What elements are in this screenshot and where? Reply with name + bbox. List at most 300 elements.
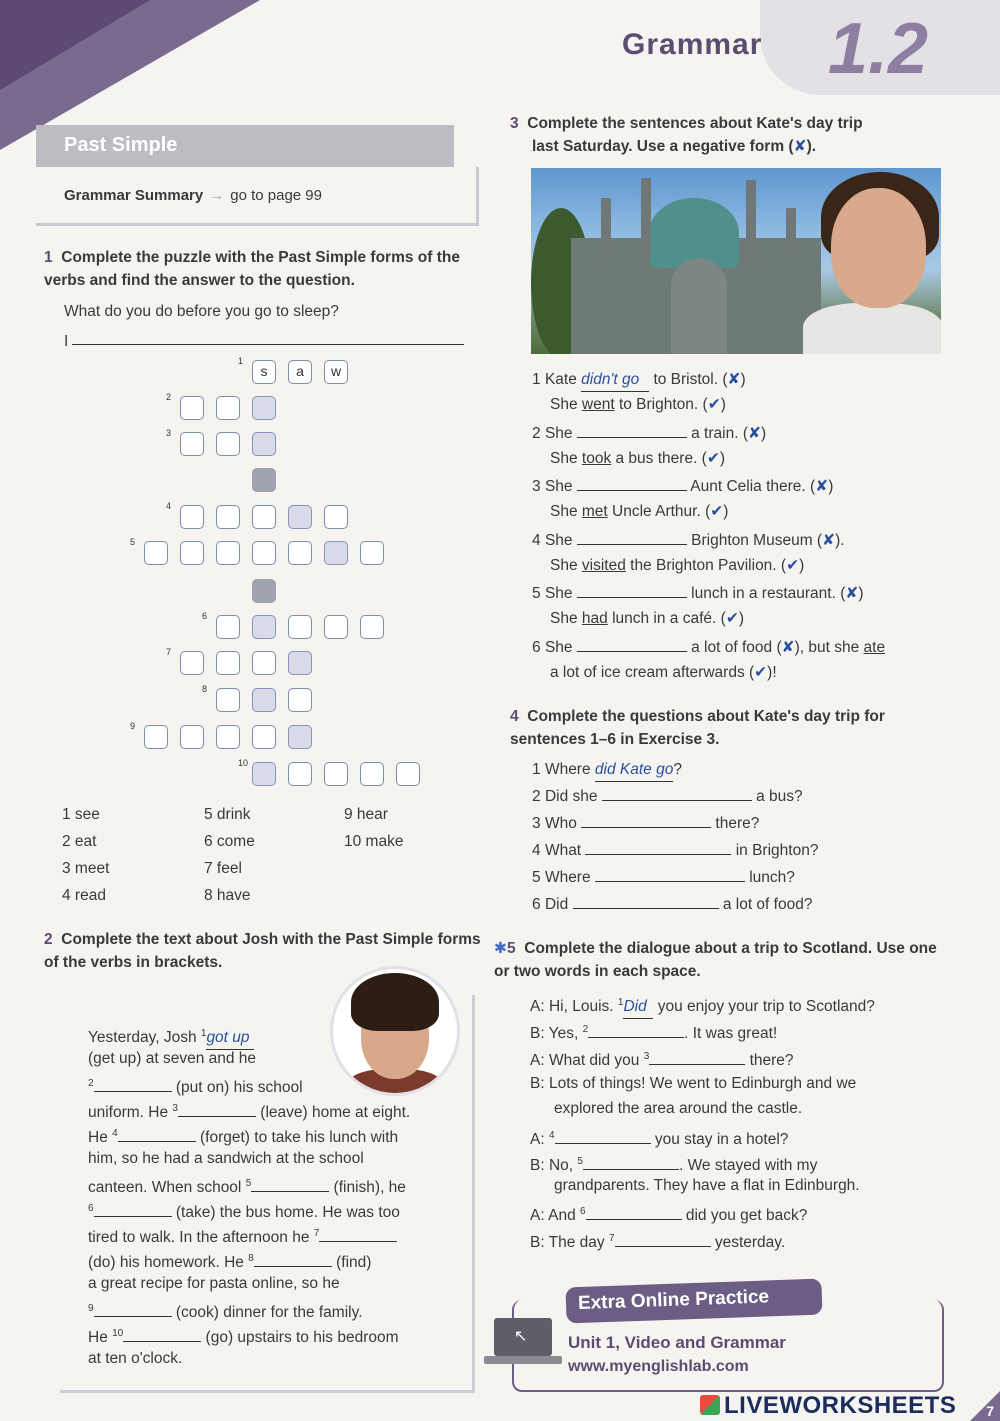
ex3-text: to Bristol. ( bbox=[649, 371, 728, 388]
ex3-text: a train. ( bbox=[686, 424, 748, 442]
item-number: 3 bbox=[532, 815, 545, 832]
ex3-sentence bbox=[532, 475, 833, 498]
kate-shirt bbox=[803, 303, 941, 354]
puzzle-cell[interactable] bbox=[216, 432, 240, 456]
speaker-label: B: bbox=[530, 1157, 549, 1175]
pavilion-spire bbox=[746, 180, 756, 260]
dialogue-line bbox=[530, 991, 875, 1019]
ex3-sentence-positive bbox=[550, 447, 725, 470]
ex3-text: She bbox=[544, 531, 577, 549]
puzzle-clue-number: 4 bbox=[166, 501, 172, 511]
gap-number: 1 bbox=[200, 1028, 207, 1039]
verb-clue: 5 drink bbox=[204, 806, 251, 823]
puzzle-cell[interactable] bbox=[216, 505, 240, 529]
dialogue-line bbox=[530, 1227, 785, 1254]
ex3-number: 3 bbox=[510, 115, 519, 132]
ex4-text: ? bbox=[673, 761, 682, 778]
ex2-line bbox=[88, 1297, 363, 1324]
puzzle-clue-number: 3 bbox=[166, 428, 172, 438]
puzzle-cell[interactable] bbox=[252, 688, 276, 712]
cross-icon: ✘ bbox=[781, 638, 795, 656]
ex3-text: Aunt Celia there. ( bbox=[686, 478, 816, 495]
item-number: 5 bbox=[532, 585, 545, 602]
puzzle-letter: s bbox=[260, 363, 268, 379]
extra-practice-title: Extra Online Practice bbox=[577, 1286, 770, 1315]
item-number: 2 bbox=[532, 424, 545, 442]
ex3-text: a lot of food ( bbox=[686, 638, 782, 656]
ex3-answer-blank[interactable] bbox=[577, 437, 687, 438]
puzzle-cell[interactable] bbox=[324, 505, 348, 529]
page-number: 7 bbox=[986, 1403, 994, 1419]
tick-icon: ✔ bbox=[786, 556, 800, 574]
puzzle-cell[interactable] bbox=[360, 541, 384, 565]
ex2-text-fragment: (get up) at seven and he bbox=[88, 1050, 257, 1067]
gap-number: 5 bbox=[577, 1156, 583, 1167]
ex3-answer-blank[interactable] bbox=[581, 368, 649, 392]
ex2-text-fragment: a great recipe for pasta online, so he bbox=[88, 1275, 340, 1292]
josh-hair bbox=[351, 973, 439, 1031]
ex3-answer-blank[interactable] bbox=[577, 597, 687, 598]
ex5-answer-blank[interactable] bbox=[649, 1064, 745, 1065]
verb-clue: 3 meet bbox=[62, 860, 110, 877]
item-number: 5 bbox=[532, 869, 545, 886]
ex4-text: lunch? bbox=[744, 869, 795, 886]
ex4-question bbox=[532, 839, 818, 862]
dialogue-text: And bbox=[548, 1207, 580, 1225]
ex3-answer-blank[interactable] bbox=[577, 490, 687, 491]
ex3-text: a bus there. ( bbox=[611, 449, 707, 467]
ex2-line bbox=[88, 1347, 182, 1370]
ex3-text: She bbox=[544, 478, 577, 495]
logo-text: LIVEWORKSHEETS bbox=[724, 1392, 957, 1419]
laptop-base bbox=[484, 1356, 562, 1364]
gap-number: 6 bbox=[580, 1206, 586, 1217]
cross-icon: ✘ bbox=[845, 585, 859, 602]
grey-cell bbox=[252, 468, 276, 492]
tick-icon: ✔ bbox=[725, 610, 739, 627]
ex3-text: ) bbox=[761, 424, 767, 442]
ex5-instruction bbox=[494, 937, 944, 983]
gap-number: 8 bbox=[248, 1253, 254, 1264]
ex4-number: 4 bbox=[510, 708, 519, 725]
item-number: 1 bbox=[532, 761, 545, 778]
puzzle-cell[interactable] bbox=[216, 541, 240, 565]
pavilion-arch bbox=[671, 258, 727, 354]
ex4-text: in Brighton? bbox=[731, 842, 819, 859]
puzzle-cell[interactable] bbox=[252, 505, 276, 529]
ex3-sentence-positive bbox=[550, 661, 777, 684]
puzzle-cell[interactable] bbox=[396, 762, 420, 786]
puzzle-cell[interactable] bbox=[324, 541, 348, 565]
gap-number: 10 bbox=[112, 1328, 124, 1339]
ex5-answer-blank[interactable] bbox=[588, 1037, 684, 1038]
ex3-instruction-a: Complete the sentences about Kate's day trip bbox=[527, 115, 863, 132]
ex2-text-fragment: him, so he had a sandwich at the school bbox=[88, 1150, 364, 1167]
ex3-instruction bbox=[510, 112, 930, 158]
dialogue-text: did you get back? bbox=[681, 1207, 808, 1225]
puzzle-clue-number: 6 bbox=[202, 611, 208, 621]
ex3-answer-blank[interactable] bbox=[577, 544, 687, 545]
speaker-label: A: bbox=[530, 1207, 549, 1225]
unit-number: 1.2 bbox=[828, 9, 929, 89]
puzzle-cell[interactable] bbox=[288, 725, 312, 749]
ex3-sentence bbox=[532, 529, 845, 552]
puzzle-clue-number: 10 bbox=[238, 758, 249, 768]
ex3-text: Brighton Museum ( bbox=[686, 531, 823, 549]
dialogue-text: you enjoy your trip to Scotland? bbox=[653, 998, 875, 1016]
puzzle-cell[interactable] bbox=[180, 396, 204, 420]
ex3-underlined-verb: had bbox=[581, 610, 608, 627]
puzzle-cell[interactable] bbox=[252, 725, 276, 749]
ex4-answer-blank[interactable] bbox=[573, 908, 719, 909]
item-number: 2 bbox=[532, 788, 545, 805]
ex4-answer-blank[interactable] bbox=[581, 827, 711, 828]
ex3-text: lunch in a restaurant. ( bbox=[686, 585, 846, 602]
speaker-label: B: bbox=[530, 1075, 549, 1092]
verb-clue: 2 eat bbox=[62, 833, 97, 850]
puzzle-cell[interactable] bbox=[180, 541, 204, 565]
ex2-line bbox=[88, 1247, 371, 1274]
item-number: 6 bbox=[532, 638, 545, 656]
extra-practice-url[interactable]: www.myenglishlab.com bbox=[568, 1358, 749, 1375]
dialogue-text: . It was great! bbox=[684, 1025, 778, 1043]
ex2-answer-blank[interactable] bbox=[94, 1091, 172, 1092]
ex4-instruction bbox=[510, 705, 940, 751]
ex3-sentence-positive bbox=[550, 500, 728, 523]
ex2-text-fragment: (put on) his school bbox=[171, 1079, 303, 1097]
dialogue-line bbox=[530, 1072, 856, 1095]
speaker-label: B: bbox=[530, 1234, 549, 1252]
dialogue-text: No, bbox=[548, 1157, 578, 1175]
puzzle-cell[interactable] bbox=[324, 615, 348, 639]
dialogue-line bbox=[554, 1097, 802, 1120]
puzzle-clue-number: 5 bbox=[130, 537, 136, 547]
gap-number: 3 bbox=[172, 1103, 178, 1114]
ex5-number: 5 bbox=[507, 940, 516, 957]
ex2-text-fragment: (go) upstairs to his bedroom bbox=[201, 1329, 399, 1347]
ex4-text: Did bbox=[544, 896, 573, 913]
cross-icon: ✘ bbox=[748, 424, 761, 442]
ex1-instruction bbox=[44, 246, 464, 292]
dialogue-line bbox=[530, 1045, 794, 1072]
answer-text: didn't go bbox=[581, 371, 640, 388]
ex3-text: She bbox=[550, 503, 582, 520]
ex3-underlined-verb: met bbox=[581, 503, 608, 520]
ex3-text: Uncle Arthur. ( bbox=[607, 503, 711, 520]
ex1-answer-prefix: I bbox=[64, 333, 69, 350]
answer-text: got up bbox=[206, 1029, 250, 1047]
ex3-text: ) bbox=[719, 449, 726, 467]
ex3-text: ) bbox=[723, 503, 729, 520]
puzzle-cell[interactable] bbox=[216, 651, 240, 675]
ex2-text-fragment: (leave) home at eight. bbox=[255, 1104, 411, 1122]
puzzle-cell[interactable] bbox=[144, 725, 168, 749]
ex3-sentence-positive bbox=[550, 607, 744, 630]
puzzle-cell[interactable] bbox=[360, 615, 384, 639]
ex4-text: Where bbox=[544, 761, 595, 778]
item-number: 3 bbox=[532, 478, 545, 495]
pavilion-spire bbox=[601, 198, 611, 258]
ex2-line bbox=[88, 1147, 364, 1170]
dialogue-text: grandparents. They have a flat in Edinburgh. bbox=[554, 1177, 860, 1194]
puzzle-cell[interactable] bbox=[216, 725, 240, 749]
ex2-line bbox=[88, 1122, 398, 1149]
ex3-sentence bbox=[532, 368, 746, 392]
gap-number: 4 bbox=[112, 1128, 118, 1139]
ex2-line bbox=[88, 1072, 303, 1099]
ex2-answer-blank[interactable] bbox=[254, 1266, 332, 1267]
verb-clue: 8 have bbox=[204, 887, 251, 904]
puzzle-cell[interactable] bbox=[252, 762, 276, 786]
puzzle-cell[interactable] bbox=[288, 541, 312, 565]
puzzle-cell[interactable] bbox=[180, 651, 204, 675]
ex5-answer-blank[interactable] bbox=[615, 1246, 711, 1247]
ex3-text: She bbox=[550, 449, 582, 467]
ex2-text-fragment: (finish), he bbox=[329, 1179, 406, 1197]
ex4-text: Did she bbox=[544, 788, 602, 805]
ex3-underlined-verb: visited bbox=[581, 556, 626, 574]
ex2-answer-blank[interactable] bbox=[118, 1141, 196, 1142]
gap-number: 2 bbox=[582, 1024, 589, 1035]
item-number: 1 bbox=[532, 371, 545, 388]
dialogue-text: yesterday. bbox=[710, 1234, 786, 1252]
ex3-text: ) bbox=[738, 610, 744, 627]
ex3-text: ) bbox=[858, 585, 864, 602]
grammar-summary-label: Grammar Summary bbox=[64, 187, 204, 204]
ex2-answer-blank[interactable] bbox=[94, 1216, 172, 1217]
puzzle-cell[interactable] bbox=[216, 688, 240, 712]
verb-clue: 9 hear bbox=[344, 806, 388, 823]
verb-clue: 1 see bbox=[62, 806, 100, 823]
cross-icon: ✘ bbox=[793, 138, 807, 155]
ex2-text-fragment: (do) his homework. He bbox=[88, 1254, 249, 1272]
dialogue-text: you stay in a hotel? bbox=[650, 1131, 789, 1149]
verb-clue: 6 come bbox=[204, 833, 255, 850]
item-number: 4 bbox=[532, 531, 545, 549]
dialogue-text: . We stayed with my bbox=[678, 1157, 818, 1175]
ex3-underlined-verb: took bbox=[581, 449, 612, 467]
ex3-text: ) bbox=[720, 396, 726, 413]
dialogue-line bbox=[530, 1200, 807, 1227]
item-number: 6 bbox=[532, 896, 545, 913]
puzzle-cell[interactable] bbox=[288, 688, 312, 712]
ex3-text: to Brighton. ( bbox=[614, 396, 708, 413]
extra-practice-unit: Unit 1, Video and Grammar bbox=[568, 1333, 786, 1352]
ex2-line bbox=[88, 1097, 410, 1124]
ex3-instruction-c: ). bbox=[806, 138, 817, 155]
puzzle-clue-number: 7 bbox=[166, 647, 172, 657]
ex2-instruction-text: Complete the text about Josh with the Past Simple forms of the verbs in brackets. bbox=[44, 931, 481, 971]
ex3-sentence-positive bbox=[550, 393, 726, 416]
verb-clue: 7 feel bbox=[204, 860, 242, 877]
ex3-text: She bbox=[550, 556, 582, 574]
ex2-answer-blank[interactable] bbox=[251, 1191, 329, 1192]
ex4-question bbox=[532, 866, 795, 889]
speaker-label: B: bbox=[530, 1025, 549, 1043]
ex4-text: there? bbox=[711, 815, 760, 832]
puzzle-cell[interactable] bbox=[288, 615, 312, 639]
cursor-icon: ↖ bbox=[514, 1328, 528, 1345]
gap-number: 4 bbox=[548, 1130, 555, 1141]
ex3-text: She bbox=[544, 585, 577, 602]
tick-icon: ✔ bbox=[706, 449, 720, 467]
cross-icon: ✘ bbox=[822, 531, 836, 549]
ex2-line bbox=[88, 1172, 406, 1199]
ex2-text-fragment: (take) the bus home. He was too bbox=[171, 1204, 400, 1222]
dialogue-text: there? bbox=[745, 1052, 794, 1070]
dialogue-line bbox=[530, 1124, 788, 1151]
ex4-text: Who bbox=[544, 815, 582, 832]
ex3-text: )! bbox=[767, 663, 777, 681]
speaker-label: A: bbox=[530, 1052, 549, 1070]
ex3-sentence bbox=[532, 422, 766, 445]
ex2-answer-blank[interactable] bbox=[178, 1116, 256, 1117]
pavilion-spire bbox=[641, 178, 651, 258]
ex2-line bbox=[88, 1047, 256, 1070]
ex4-text: a bus? bbox=[751, 788, 803, 805]
speaker-label: A: bbox=[530, 1131, 549, 1149]
page-title: Grammar bbox=[622, 28, 763, 61]
ex4-answer-blank[interactable] bbox=[602, 800, 752, 801]
ex2-text-fragment: canteen. When school bbox=[88, 1179, 246, 1197]
speaker-label: A: bbox=[530, 998, 549, 1016]
puzzle-cell[interactable] bbox=[144, 541, 168, 565]
ex3-underlined-verb: went bbox=[581, 396, 615, 413]
ex5-answer-blank[interactable] bbox=[586, 1219, 682, 1220]
puzzle-cell[interactable] bbox=[252, 651, 276, 675]
tick-icon: ✔ bbox=[754, 663, 768, 681]
ex3-text: ), but she bbox=[794, 638, 864, 656]
puzzle-cell[interactable] bbox=[180, 725, 204, 749]
puzzle-cell[interactable] bbox=[288, 651, 312, 675]
dialogue-text: Yes, bbox=[548, 1025, 583, 1043]
answer-text: Did bbox=[623, 998, 647, 1016]
pavilion-spire bbox=[786, 208, 796, 258]
ex3-text: She bbox=[550, 396, 582, 413]
ex2-text-fragment: (find) bbox=[331, 1254, 372, 1272]
puzzle-cell[interactable] bbox=[180, 505, 204, 529]
dialogue-text: Lots of things! We went to Edinburgh and we bbox=[548, 1075, 857, 1092]
section-header bbox=[36, 125, 454, 167]
tick-icon: ✔ bbox=[707, 396, 721, 413]
grammar-summary-line bbox=[64, 187, 322, 204]
ex2-text-fragment: He bbox=[88, 1129, 113, 1147]
ex4-question bbox=[532, 758, 682, 782]
ex3-sentence-positive bbox=[550, 554, 804, 577]
puzzle-cell[interactable] bbox=[252, 432, 276, 456]
ex5-answer-blank[interactable] bbox=[583, 1169, 679, 1170]
brighton-pavilion-photo bbox=[531, 168, 941, 354]
puzzle-cell[interactable] bbox=[216, 615, 240, 639]
ex2-line bbox=[88, 1022, 254, 1050]
ex1-answer-line[interactable] bbox=[72, 344, 464, 345]
ex4-text: What bbox=[544, 842, 586, 859]
ex3-answer-blank[interactable] bbox=[577, 651, 687, 652]
ex4-answer-blank[interactable] bbox=[595, 881, 745, 882]
ex3-text: ) bbox=[828, 478, 834, 495]
puzzle-cell[interactable] bbox=[252, 615, 276, 639]
ex1-question: What do you do before you go to sleep? bbox=[64, 303, 339, 320]
ex2-instruction bbox=[44, 928, 484, 974]
corner-decoration-dark bbox=[0, 0, 150, 90]
ex3-text: the Brighton Pavilion. ( bbox=[625, 556, 787, 574]
ex3-text: a lot of ice cream afterwards ( bbox=[550, 663, 755, 681]
ex1-instruction-text: Complete the puzzle with the Past Simple forms of the verbs and find the answer to the question. bbox=[44, 249, 460, 289]
gap-number: 2 bbox=[88, 1078, 94, 1089]
puzzle-cell[interactable] bbox=[180, 432, 204, 456]
puzzle-cell[interactable] bbox=[252, 396, 276, 420]
ex2-text-fragment: at ten o'clock. bbox=[88, 1350, 183, 1367]
page-corner bbox=[970, 1391, 1000, 1421]
ex3-text: ) bbox=[799, 556, 805, 574]
logo-mark-icon bbox=[700, 1395, 720, 1415]
section-title: Past Simple bbox=[64, 134, 178, 156]
ex4-instruction-text: Complete the questions about Kate's day trip for sentences 1–6 in Exercise 3. bbox=[510, 708, 885, 748]
puzzle-cell[interactable] bbox=[216, 396, 240, 420]
ex2-number: 2 bbox=[44, 931, 53, 948]
puzzle-clue-number: 8 bbox=[202, 684, 208, 694]
ex3-text: ) bbox=[740, 371, 746, 388]
ex4-answer-blank[interactable] bbox=[585, 854, 731, 855]
grammar-summary-link[interactable]: go to page 99 bbox=[230, 187, 322, 204]
dialogue-line bbox=[554, 1174, 860, 1197]
puzzle-cell[interactable] bbox=[288, 762, 312, 786]
ex2-text-fragment: (cook) dinner for the family. bbox=[171, 1304, 363, 1322]
puzzle-cell[interactable] bbox=[324, 762, 348, 786]
ex2-answer-blank[interactable] bbox=[94, 1316, 172, 1317]
verb-clue: 4 read bbox=[62, 887, 106, 904]
puzzle-cell[interactable] bbox=[252, 541, 276, 565]
cross-icon: ✘ bbox=[815, 478, 829, 495]
dialogue-text: explored the area around the castle. bbox=[554, 1100, 803, 1117]
ex4-question bbox=[532, 812, 759, 835]
ex2-text-fragment: uniform. He bbox=[88, 1104, 173, 1122]
ex4-text: a lot of food? bbox=[718, 896, 813, 913]
ex3-text: ). bbox=[835, 531, 845, 549]
gap-number: 7 bbox=[608, 1233, 615, 1244]
dialogue-text: The day bbox=[548, 1234, 609, 1252]
ex4-question bbox=[532, 785, 803, 808]
ex3-text: She bbox=[544, 424, 577, 442]
verb-clue: 10 make bbox=[344, 833, 404, 850]
gap-number: 1 bbox=[617, 997, 624, 1008]
puzzle-clue-number: 9 bbox=[130, 721, 136, 731]
ex5-answer-blank[interactable] bbox=[555, 1143, 651, 1144]
gap-number: 5 bbox=[245, 1178, 252, 1189]
puzzle-cell[interactable] bbox=[360, 762, 384, 786]
ex4-answer-blank[interactable] bbox=[595, 758, 673, 782]
ex2-answer-blank[interactable] bbox=[123, 1341, 201, 1342]
puzzle-clue-number: 1 bbox=[238, 356, 244, 366]
ex4-question bbox=[532, 893, 812, 916]
ex3-text: lunch in a café. ( bbox=[607, 610, 726, 627]
gap-number: 9 bbox=[88, 1303, 94, 1314]
ex2-line bbox=[88, 1222, 397, 1249]
ex3-sentence bbox=[532, 582, 864, 605]
ex5-answer-blank[interactable] bbox=[623, 995, 653, 1019]
puzzle-cell[interactable] bbox=[288, 505, 312, 529]
tick-icon: ✔ bbox=[710, 503, 724, 520]
dialogue-text: Hi, Louis. bbox=[548, 998, 618, 1016]
puzzle-letter: w bbox=[330, 363, 342, 379]
ex2-text-fragment: (forget) to take his lunch with bbox=[195, 1129, 399, 1147]
ex2-answer-blank[interactable] bbox=[319, 1241, 397, 1242]
ex2-text-fragment: tired to walk. In the afternoon he bbox=[88, 1229, 314, 1247]
ex2-line bbox=[88, 1272, 340, 1295]
liveworksheets-logo bbox=[700, 1392, 956, 1420]
ex3-underlined-verb: ate bbox=[863, 638, 886, 656]
ex3-sentence bbox=[532, 636, 885, 659]
